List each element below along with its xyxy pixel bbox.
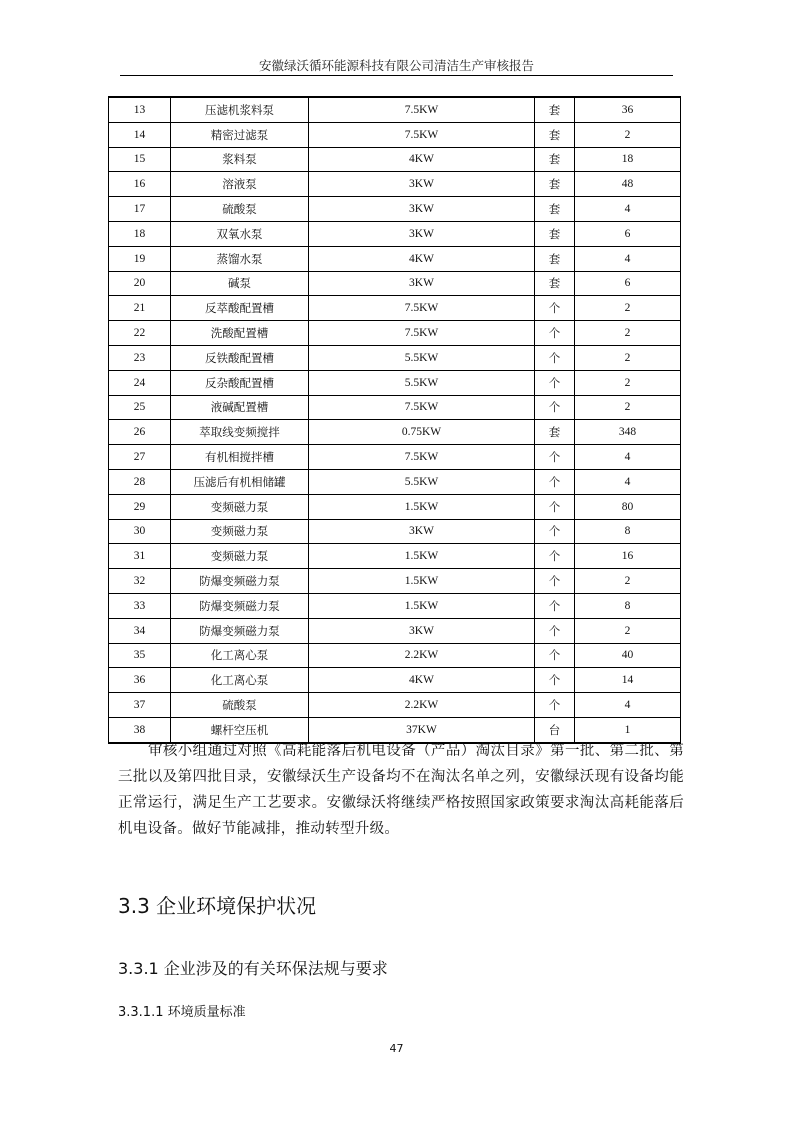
row-number-cell: 14: [109, 122, 171, 147]
equipment-name-cell: 硫酸泵: [171, 197, 309, 222]
table-row: [109, 370, 681, 395]
unit-cell: 套: [535, 172, 575, 197]
unit-cell: 个: [535, 469, 575, 494]
unit-cell: 个: [535, 445, 575, 470]
equipment-name-cell: 蒸馏水泵: [171, 246, 309, 271]
equipment-name-cell: 变频磁力泵: [171, 519, 309, 544]
quantity-cell: 8: [575, 519, 681, 544]
power-cell: 7.5KW: [309, 97, 535, 122]
table-row: [109, 122, 681, 147]
quantity-cell: 2: [575, 569, 681, 594]
table-row: [109, 97, 681, 122]
equipment-name-cell: 溶液泵: [171, 172, 309, 197]
quantity-cell: 348: [575, 420, 681, 445]
row-number-cell: 18: [109, 221, 171, 246]
unit-cell: 个: [535, 345, 575, 370]
quantity-cell: 2: [575, 395, 681, 420]
unit-cell: 个: [535, 643, 575, 668]
unit-cell: 套: [535, 197, 575, 222]
equipment-table: [108, 96, 681, 744]
power-cell: 37KW: [309, 717, 535, 742]
table-row: [109, 221, 681, 246]
table-row: [109, 345, 681, 370]
table-row: [109, 246, 681, 271]
power-cell: 0.75KW: [309, 420, 535, 445]
power-cell: 1.5KW: [309, 494, 535, 519]
unit-cell: 个: [535, 618, 575, 643]
table-row: [109, 668, 681, 693]
table-row: [109, 395, 681, 420]
power-cell: 7.5KW: [309, 122, 535, 147]
equipment-name-cell: 化工离心泵: [171, 643, 309, 668]
row-number-cell: 13: [109, 97, 171, 122]
row-number-cell: 32: [109, 569, 171, 594]
row-number-cell: 19: [109, 246, 171, 271]
quantity-cell: 6: [575, 271, 681, 296]
quantity-cell: 1: [575, 717, 681, 742]
table-row: [109, 693, 681, 718]
table-row: [109, 593, 681, 618]
unit-cell: 套: [535, 246, 575, 271]
unit-cell: 台: [535, 717, 575, 742]
row-number-cell: 17: [109, 197, 171, 222]
power-cell: 5.5KW: [309, 469, 535, 494]
equipment-name-cell: 精密过滤泵: [171, 122, 309, 147]
table-row: [109, 618, 681, 643]
quantity-cell: 48: [575, 172, 681, 197]
quantity-cell: 16: [575, 544, 681, 569]
equipment-name-cell: 压滤机浆料泵: [171, 97, 309, 122]
power-cell: 3KW: [309, 197, 535, 222]
quantity-cell: 6: [575, 221, 681, 246]
equipment-name-cell: 反杂酸配置槽: [171, 370, 309, 395]
quantity-cell: 4: [575, 445, 681, 470]
subsubsection-heading: 3.3.1.1 环境质量标准: [118, 1005, 246, 1020]
equipment-name-cell: 压滤后有机相储罐: [171, 469, 309, 494]
subsection-heading: 3.3.1 企业涉及的有关环保法规与要求: [118, 959, 388, 978]
quantity-cell: 2: [575, 345, 681, 370]
table-row: [109, 271, 681, 296]
table-row: [109, 445, 681, 470]
unit-cell: 套: [535, 420, 575, 445]
unit-cell: 个: [535, 693, 575, 718]
unit-cell: 个: [535, 296, 575, 321]
equipment-name-cell: 防爆变频磁力泵: [171, 593, 309, 618]
power-cell: 1.5KW: [309, 569, 535, 594]
row-number-cell: 33: [109, 593, 171, 618]
quantity-cell: 2: [575, 370, 681, 395]
quantity-cell: 4: [575, 197, 681, 222]
quantity-cell: 2: [575, 321, 681, 346]
equipment-name-cell: 变频磁力泵: [171, 544, 309, 569]
power-cell: 3KW: [309, 519, 535, 544]
row-number-cell: 38: [109, 717, 171, 742]
power-cell: 1.5KW: [309, 544, 535, 569]
unit-cell: 套: [535, 221, 575, 246]
row-number-cell: 28: [109, 469, 171, 494]
row-number-cell: 36: [109, 668, 171, 693]
unit-cell: 个: [535, 569, 575, 594]
equipment-name-cell: 变频磁力泵: [171, 494, 309, 519]
power-cell: 7.5KW: [309, 395, 535, 420]
quantity-cell: 18: [575, 147, 681, 172]
table-row: [109, 519, 681, 544]
power-cell: 7.5KW: [309, 296, 535, 321]
table-row: [109, 197, 681, 222]
table-row: [109, 544, 681, 569]
row-number-cell: 35: [109, 643, 171, 668]
power-cell: 7.5KW: [309, 321, 535, 346]
table-row: [109, 147, 681, 172]
quantity-cell: 2: [575, 296, 681, 321]
unit-cell: 套: [535, 122, 575, 147]
quantity-cell: 2: [575, 122, 681, 147]
power-cell: 1.5KW: [309, 593, 535, 618]
unit-cell: 个: [535, 395, 575, 420]
quantity-cell: 4: [575, 246, 681, 271]
unit-cell: 个: [535, 668, 575, 693]
quantity-cell: 2: [575, 618, 681, 643]
equipment-name-cell: 有机相搅拌槽: [171, 445, 309, 470]
unit-cell: 套: [535, 147, 575, 172]
power-cell: 4KW: [309, 668, 535, 693]
table-row: [109, 296, 681, 321]
page-header: 安徽绿沃循环能源科技有限公司清洁生产审核报告: [258, 58, 534, 73]
header-rule: [120, 75, 673, 76]
equipment-name-cell: 洗酸配置槽: [171, 321, 309, 346]
power-cell: 4KW: [309, 246, 535, 271]
power-cell: 3KW: [309, 618, 535, 643]
unit-cell: 套: [535, 97, 575, 122]
quantity-cell: 8: [575, 593, 681, 618]
equipment-name-cell: 防爆变频磁力泵: [171, 618, 309, 643]
equipment-name-cell: 萃取线变频搅拌: [171, 420, 309, 445]
row-number-cell: 16: [109, 172, 171, 197]
table-row: [109, 643, 681, 668]
quantity-cell: 80: [575, 494, 681, 519]
power-cell: 2.2KW: [309, 693, 535, 718]
table-row: [109, 172, 681, 197]
equipment-name-cell: 碱泵: [171, 271, 309, 296]
unit-cell: 个: [535, 494, 575, 519]
equipment-name-cell: 液碱配置槽: [171, 395, 309, 420]
equipment-name-cell: 防爆变频磁力泵: [171, 569, 309, 594]
unit-cell: 个: [535, 321, 575, 346]
table-row: [109, 569, 681, 594]
quantity-cell: 14: [575, 668, 681, 693]
table-row: [109, 469, 681, 494]
equipment-name-cell: 反铁酸配置槽: [171, 345, 309, 370]
row-number-cell: 25: [109, 395, 171, 420]
unit-cell: 个: [535, 593, 575, 618]
table-row: [109, 420, 681, 445]
unit-cell: 套: [535, 271, 575, 296]
page-number: 47: [389, 1042, 404, 1055]
power-cell: 5.5KW: [309, 345, 535, 370]
equipment-name-cell: 反萃酸配置槽: [171, 296, 309, 321]
unit-cell: 个: [535, 370, 575, 395]
equipment-name-cell: 硫酸泵: [171, 693, 309, 718]
table-row: [109, 321, 681, 346]
row-number-cell: 37: [109, 693, 171, 718]
row-number-cell: 30: [109, 519, 171, 544]
row-number-cell: 24: [109, 370, 171, 395]
equipment-name-cell: 螺杆空压机: [171, 717, 309, 742]
table-row: [109, 494, 681, 519]
section-heading: 3.3 企业环境保护状况: [118, 894, 317, 918]
unit-cell: 个: [535, 544, 575, 569]
row-number-cell: 27: [109, 445, 171, 470]
row-number-cell: 23: [109, 345, 171, 370]
power-cell: 3KW: [309, 221, 535, 246]
power-cell: 4KW: [309, 147, 535, 172]
power-cell: 5.5KW: [309, 370, 535, 395]
power-cell: 7.5KW: [309, 445, 535, 470]
quantity-cell: 4: [575, 469, 681, 494]
row-number-cell: 15: [109, 147, 171, 172]
row-number-cell: 34: [109, 618, 171, 643]
row-number-cell: 22: [109, 321, 171, 346]
quantity-cell: 40: [575, 643, 681, 668]
quantity-cell: 36: [575, 97, 681, 122]
power-cell: 3KW: [309, 271, 535, 296]
power-cell: 2.2KW: [309, 643, 535, 668]
row-number-cell: 29: [109, 494, 171, 519]
equipment-name-cell: 浆料泵: [171, 147, 309, 172]
row-number-cell: 20: [109, 271, 171, 296]
body-paragraph: 审核小组通过对照《高耗能落后机电设备（产品）淘汰目录》第一批、第二批、第三批以及第四批目录，安徽绿沃生产设备均不在淘汰名单之列，安徽绿沃现有设备均能正常运行，满足生产工艺要求。安徽绿沃将继续严格按照国家政策要求淘汰高耗能落后机电设备。做好节能减排，推动转型升级。: [118, 743, 684, 837]
power-cell: 3KW: [309, 172, 535, 197]
row-number-cell: 21: [109, 296, 171, 321]
equipment-name-cell: 双氧水泵: [171, 221, 309, 246]
row-number-cell: 26: [109, 420, 171, 445]
equipment-name-cell: 化工离心泵: [171, 668, 309, 693]
row-number-cell: 31: [109, 544, 171, 569]
quantity-cell: 4: [575, 693, 681, 718]
unit-cell: 个: [535, 519, 575, 544]
